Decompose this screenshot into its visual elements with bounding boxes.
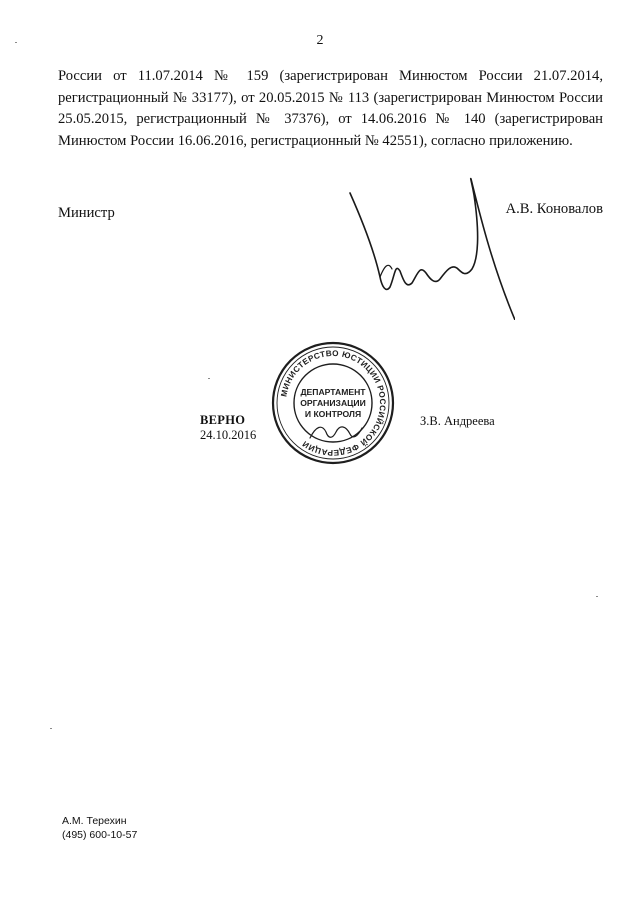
minister-position-title: Министр — [58, 205, 115, 221]
official-stamp — [270, 340, 396, 466]
minister-signature — [340, 175, 515, 320]
scan-speck — [50, 728, 52, 729]
certifier-name: З.В. Андреева — [420, 414, 495, 428]
certified-date: 24.10.2016 — [200, 428, 257, 442]
scan-speck — [208, 378, 210, 379]
certified-label: ВЕРНО — [200, 413, 246, 427]
scan-speck — [596, 596, 598, 597]
svg-text:ДЕПАРТАМЕНТ: ДЕПАРТАМЕНТ — [300, 387, 366, 397]
page-number: 2 — [316, 33, 324, 48]
svg-text:МИНИСТЕРСТВО ЮСТИЦИИ РОССИЙСКО: МИНИСТЕРСТВО ЮСТИЦИИ РОССИЙСКОЙ ФЕДЕРАЦИИ — [279, 348, 388, 458]
svg-text:ОРГАНИЗАЦИИ: ОРГАНИЗАЦИИ — [300, 398, 366, 408]
executor-name: А.М. Терехин — [62, 815, 127, 827]
svg-text:И КОНТРОЛЯ: И КОНТРОЛЯ — [304, 409, 362, 419]
executor-phone: (495) 600-10-57 — [62, 829, 138, 841]
document-body-paragraph: России от 11.07.2014 № 159 (зарегистрирован Минюстом России 21.07.2014, регистрационный № 33177), от 20.05.2015 № 113 (зарегистрирован Минюстом России 25.05.2015, регистрационный № 37376), от 14.06.2016 № 140 (зарегистрирован Минюстом России 16.06.2016, регистрационный № 42551), согласно приложению. — [58, 68, 603, 149]
minister-name: А.В. Коновалов — [505, 201, 603, 217]
scan-speck — [15, 42, 17, 43]
